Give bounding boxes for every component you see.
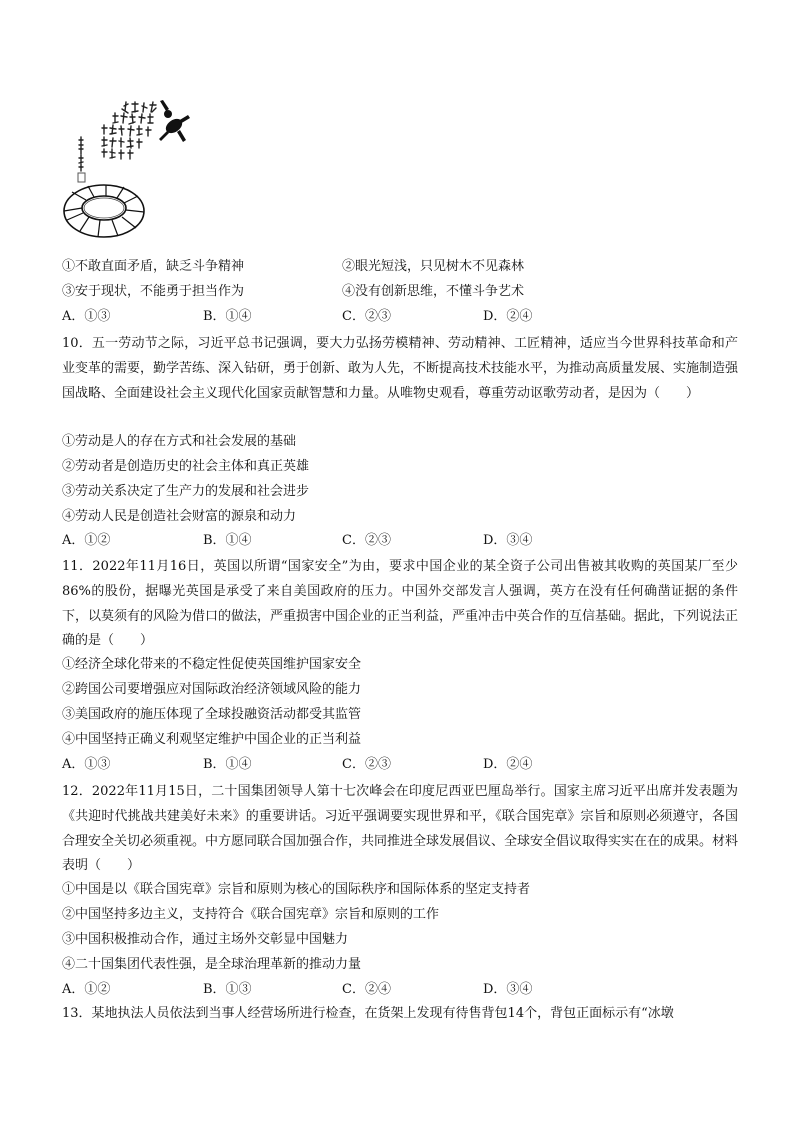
q12-option-b[interactable]: B．①③ xyxy=(203,982,252,997)
q11-statement-2: ②跨国公司要增强应对国际政治经济领域风险的能力 xyxy=(62,682,362,697)
q10-option-b[interactable]: B．①④ xyxy=(203,533,252,548)
frog-in-well-drawing xyxy=(62,94,207,249)
q9-option-b[interactable]: B．①④ xyxy=(203,309,252,324)
q12-statement-4: ④二十国集团代表性强，是全球治理革新的推动力量 xyxy=(62,957,362,972)
q10-option-a[interactable]: A．①② xyxy=(62,533,111,548)
q9-option-c[interactable]: C．②③ xyxy=(342,309,391,324)
q11-option-d[interactable]: D．②④ xyxy=(483,757,533,772)
q9-option-a[interactable]: A．①③ xyxy=(62,309,111,324)
q11-statement-4: ④中国坚持正确义利观坚定维护中国企业的正当利益 xyxy=(62,732,362,747)
q9-statement-2: ②眼光短浅，只见树木不见森林 xyxy=(342,259,525,274)
q12-statement-1: ①中国是以《联合国宪章》宗旨和原则为核心的国际秩序和国际体系的坚定支持者 xyxy=(62,882,531,897)
q9-option-d[interactable]: D．②④ xyxy=(483,309,533,324)
q11-stem: 11．2022年11月16日，英国以所谓“国家安全”为由，要求中国企业的某全资子公司出售被其收购的英国某厂至少86%的股份，据曝光英国是承受了来自美国政府的压力。中国外交部发言人强调，英方在没有任何确凿证据的条件下，以莫须有的风险为借口的做法，严重损害中国企业的正当利益，严重冲击中英合作的互信基础。据此，下列说法正确的是（ ） xyxy=(62,559,739,649)
q9-statement-1: ①不敢直面矛盾，缺乏斗争精神 xyxy=(62,259,245,274)
q12-option-d[interactable]: D．③④ xyxy=(483,982,533,997)
q11-statement-1: ①经济全球化带来的不稳定性促使英国维护国家安全 xyxy=(62,657,362,672)
cartoon-illustration xyxy=(62,94,207,249)
q10-stem: 10．五一劳动节之际，习近平总书记强调，要大力弘扬劳模精神、劳动精神、工匠精神，适应当今世界科技革命和产业变革的需要，勤学苦练、深入钻研，勇于创新、敢为人先，不断提高技术技能水平，为推动高质量发展、实施制造强国战略、全面建设社会主义现代化国家贡献智慧和力量。从唯物史观看，尊重劳动讴歌劳动者，是因为（ ） xyxy=(62,336,739,401)
q11-statement-3: ③美国政府的施压体现了全球投融资活动都受其监管 xyxy=(62,707,362,722)
q9-statement-3: ③安于现状，不能勇于担当作为 xyxy=(62,284,245,299)
q9-statement-4: ④没有创新思维，不懂斗争艺术 xyxy=(342,284,525,299)
q13-stem: 13．某地执法人员依法到当事人经营场所进行检查，在货架上发现有待售背包14个，背包正面标示有“冰墩 xyxy=(62,1006,674,1021)
q11-option-a[interactable]: A．①③ xyxy=(62,757,111,772)
q10-statement-4: ④劳动人民是创造社会财富的源泉和动力 xyxy=(62,509,297,524)
q11-option-c[interactable]: C．②③ xyxy=(342,757,391,772)
q12-stem: 12．2022年11月15日，二十国集团领导人第十七次峰会在印度尼西亚巴厘岛举行。国家主席习近平出席并发表题为《共迎时代挑战共建美好未来》的重要讲话。习近平强调要实现世界和平，《联合国宪章》宗旨和原则必须遵守，各国合理安全关切必须重视。中方愿同联合国加强合作，共同推进全球发展倡议、全球安全倡议取得实实在在的成果。材料表明（ ） xyxy=(62,784,739,874)
q10-statement-2: ②劳动者是创造历史的社会主体和真正英雄 xyxy=(62,459,310,474)
q12-statement-2: ②中国坚持多边主义，支持符合《联合国宪章》宗旨和原则的工作 xyxy=(62,907,440,922)
q10-statement-3: ③劳动关系决定了生产力的发展和社会进步 xyxy=(62,484,310,499)
q12-option-c[interactable]: C．②④ xyxy=(342,982,391,997)
q12-option-a[interactable]: A．①② xyxy=(62,982,111,997)
q10-option-d[interactable]: D．③④ xyxy=(483,533,533,548)
q12-statement-3: ③中国积极推动合作，通过主场外交彰显中国魅力 xyxy=(62,932,349,947)
q11-option-b[interactable]: B．①④ xyxy=(203,757,252,772)
q10-statement-1: ①劳动是人的存在方式和社会发展的基础 xyxy=(62,434,297,449)
q10-option-c[interactable]: C．②③ xyxy=(342,533,391,548)
